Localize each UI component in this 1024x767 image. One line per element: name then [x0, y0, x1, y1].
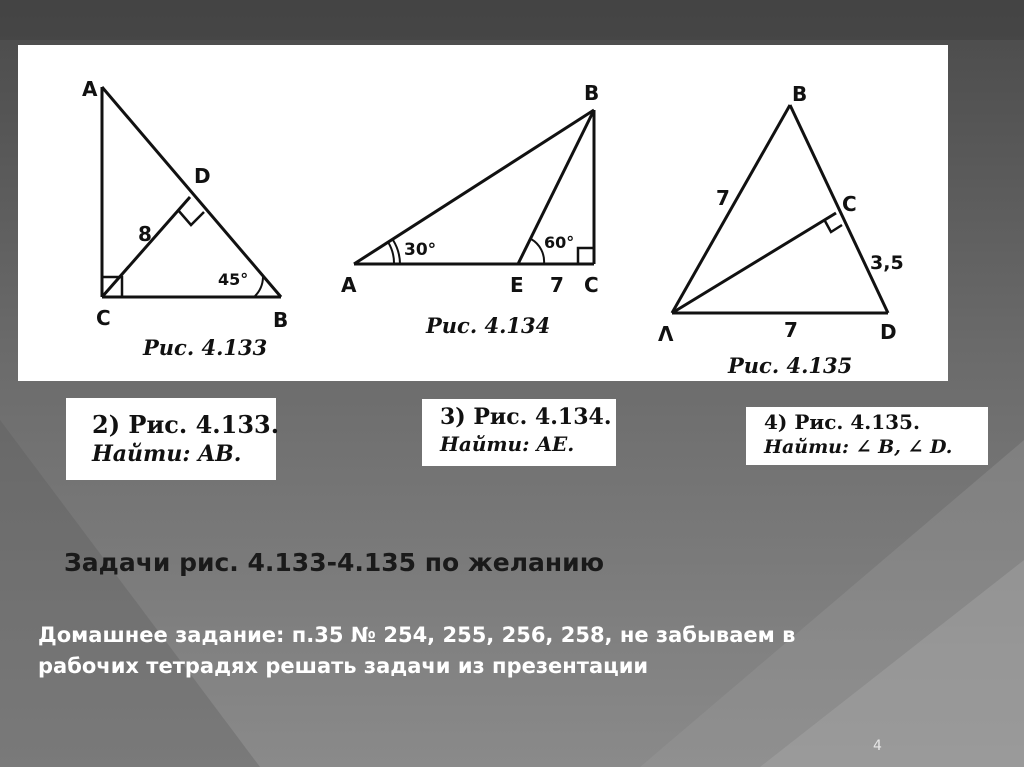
task-card-4-134	[422, 399, 616, 466]
fig1-side-label: 8	[138, 222, 152, 246]
find-label: Найти	[440, 432, 523, 456]
slide-number: 4	[873, 738, 882, 754]
figure-4-133	[102, 87, 281, 297]
task-card-4-133	[66, 398, 280, 480]
fig3-caption: Рис. 4.135	[728, 353, 853, 378]
find-label: Найти	[92, 441, 183, 467]
find-value: : AB.	[182, 441, 242, 467]
fig1-label-d: D	[194, 164, 211, 188]
fig2-angle-e-label: 60°	[544, 233, 575, 252]
find-value: : ∠ B, ∠ D.	[842, 436, 953, 458]
fig1-angle-label: 45°	[218, 270, 249, 289]
task-find	[764, 435, 978, 459]
figures-panel	[18, 45, 948, 381]
task-title: 2) Рис. 4.133.	[92, 410, 280, 439]
find-value: : AE.	[522, 432, 575, 456]
fig2-label-b: B	[584, 81, 600, 105]
fig2-label-e: E	[510, 273, 524, 297]
geometry-figures	[18, 45, 948, 381]
fig3-side-cd-label: 3,5	[870, 252, 904, 274]
fig3-label-d: D	[880, 320, 897, 344]
fig3-side-ad-label: 7	[784, 318, 798, 342]
optional-tasks-note: Задачи рис. 4.133-4.135 по желанию	[64, 548, 605, 577]
homework-text: Домашнее задание: п.35 № 254, 255, 256, 258, не забываем в рабочих тетрадях решать задачи из презентации	[38, 623, 796, 678]
fig1-caption: Рис. 4.133	[143, 335, 268, 360]
task-title: 3) Рис. 4.134.	[440, 404, 612, 430]
fig2-label-a: A	[341, 273, 357, 297]
task-title: 4) Рис. 4.135.	[764, 410, 920, 434]
fig2-label-c: C	[584, 273, 599, 297]
find-label: Найти	[764, 436, 842, 458]
task-card-4-135	[746, 407, 988, 465]
fig3-side-ab-label: 7	[716, 186, 730, 210]
fig3-label-b: B	[792, 82, 808, 106]
fig1-label-c: C	[96, 306, 111, 330]
fig2-caption: Рис. 4.134	[426, 313, 551, 338]
fig2-side-label: 7	[550, 273, 564, 297]
fig2-angle-a-label: 30°	[404, 240, 437, 260]
fig3-label-a: Λ	[658, 322, 674, 346]
fig1-label-b: B	[273, 308, 289, 332]
task-find	[92, 440, 266, 468]
fig3-label-c: C	[842, 192, 857, 216]
fig1-label-a: A	[82, 77, 98, 101]
task-find	[440, 431, 606, 457]
